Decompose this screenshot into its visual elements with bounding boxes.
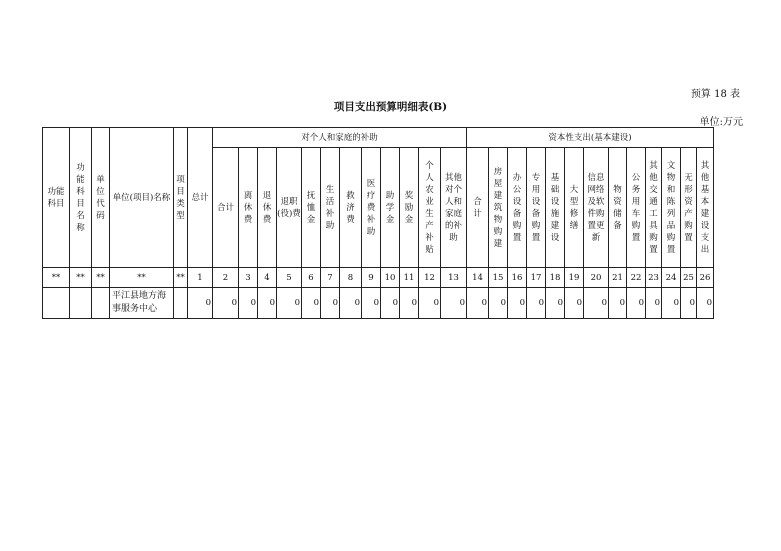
- value-cell: 0: [441, 288, 467, 319]
- index-number: 10: [381, 268, 400, 288]
- col-personal-4: 退职(役)费: [277, 148, 302, 268]
- col-personal-6: 生活补助: [321, 148, 340, 268]
- col-func-code: 功能科目: [43, 128, 70, 268]
- func-name-cell: [70, 288, 92, 319]
- value-cell: 0: [400, 288, 419, 319]
- table-row: [43, 288, 714, 319]
- value-cell: 0: [467, 288, 489, 319]
- col-capital-6: 大型修缮: [565, 148, 584, 268]
- index-number: 21: [609, 268, 627, 288]
- col-project-type: 项目类型: [174, 128, 188, 268]
- value-cell: 0: [584, 288, 609, 319]
- index-number: 16: [508, 268, 527, 288]
- col-capital-1: 合计: [467, 148, 489, 268]
- value-cell: 0: [662, 288, 681, 319]
- value-cell: 0: [627, 288, 646, 319]
- value-cell: 0: [188, 288, 213, 319]
- col-capital-9: 公务用车购置: [627, 148, 646, 268]
- col-personal-9: 助学金: [381, 148, 400, 268]
- index-number: 15: [489, 268, 508, 288]
- col-capital-13: 其他基本建设支出: [697, 148, 714, 268]
- index-number: 22: [627, 268, 646, 288]
- col-unit-code: 单位代码: [92, 128, 110, 268]
- unit-code-cell: [92, 288, 110, 319]
- index-number: 6: [302, 268, 321, 288]
- value-cell: 0: [489, 288, 508, 319]
- col-personal-2: 离休费: [239, 148, 258, 268]
- value-cell: 0: [527, 288, 546, 319]
- index-code: **: [92, 268, 110, 288]
- value-cell: 0: [239, 288, 258, 319]
- value-cell: 0: [302, 288, 321, 319]
- page-title: 项目支出预算明细表(B): [333, 101, 448, 113]
- index-number: 25: [681, 268, 697, 288]
- col-personal-8: 医疗费补助: [362, 148, 381, 268]
- unit-name-cell: 平江县地方海事服务中心: [110, 288, 174, 319]
- budget-table: [42, 127, 714, 319]
- index-number: 19: [565, 268, 584, 288]
- value-cell: 0: [340, 288, 362, 319]
- value-cell: 0: [381, 288, 400, 319]
- col-capital-11: 文物和陈列品购置: [662, 148, 681, 268]
- index-number: 2: [213, 268, 239, 288]
- index-number: 14: [467, 268, 489, 288]
- col-total: 总计: [188, 128, 213, 268]
- index-number: 9: [362, 268, 381, 288]
- col-personal-12: 其他对个人和家庭的补助: [441, 148, 467, 268]
- group-personal: 对个人和家庭的补助: [213, 128, 467, 148]
- group-capital: 资本性支出(基本建设): [467, 128, 714, 148]
- col-unit-name: 单位(项目)名称: [110, 128, 174, 268]
- index-number: 4: [258, 268, 277, 288]
- col-personal-5: 抚恤金: [302, 148, 321, 268]
- col-personal-3: 退休费: [258, 148, 277, 268]
- index-number: 26: [697, 268, 714, 288]
- col-personal-7: 救济费: [340, 148, 362, 268]
- col-personal-10: 奖励金: [400, 148, 419, 268]
- col-capital-3: 办公设备购置: [508, 148, 527, 268]
- value-cell: 0: [321, 288, 340, 319]
- func-code-cell: [43, 288, 70, 319]
- col-capital-7: 信息网络及软件购置更新: [584, 148, 609, 268]
- index-number: 23: [646, 268, 662, 288]
- index-code: **: [43, 268, 70, 288]
- index-number: 1: [188, 268, 213, 288]
- unit-label: 单位:万元: [699, 117, 743, 128]
- col-capital-8: 物资储备: [609, 148, 627, 268]
- col-func-name: 功能科目名称: [70, 128, 92, 268]
- index-code: **: [70, 268, 92, 288]
- index-code: **: [110, 268, 174, 288]
- value-cell: 0: [697, 288, 714, 319]
- col-capital-12: 无形资产购置: [681, 148, 697, 268]
- index-number: 11: [400, 268, 419, 288]
- index-number: 13: [441, 268, 467, 288]
- value-cell: 0: [646, 288, 662, 319]
- value-cell: 0: [565, 288, 584, 319]
- value-cell: 0: [508, 288, 527, 319]
- index-row: [43, 268, 714, 288]
- col-capital-5: 基础设施建设: [546, 148, 565, 268]
- table-number: 预算 18 表: [690, 89, 740, 100]
- value-cell: 0: [213, 288, 239, 319]
- col-capital-4: 专用设备购置: [527, 148, 546, 268]
- col-personal-11: 个人农业生产补贴: [419, 148, 441, 268]
- col-capital-2: 房屋建筑物购建: [489, 148, 508, 268]
- value-cell: 0: [277, 288, 302, 319]
- index-code: **: [174, 268, 188, 288]
- group-header-row: [43, 128, 714, 148]
- index-number: 12: [419, 268, 441, 288]
- value-cell: 0: [681, 288, 697, 319]
- index-number: 18: [546, 268, 565, 288]
- index-number: 3: [239, 268, 258, 288]
- index-number: 5: [277, 268, 302, 288]
- index-number: 7: [321, 268, 340, 288]
- col-capital-10: 其他交通工具购置: [646, 148, 662, 268]
- project-type-cell: [174, 288, 188, 319]
- col-personal-1: 合计: [213, 148, 239, 268]
- value-cell: 0: [609, 288, 627, 319]
- index-number: 20: [584, 268, 609, 288]
- value-cell: 0: [362, 288, 381, 319]
- index-number: 8: [340, 268, 362, 288]
- value-cell: 0: [546, 288, 565, 319]
- value-cell: 0: [419, 288, 441, 319]
- index-number: 24: [662, 268, 681, 288]
- value-cell: 0: [258, 288, 277, 319]
- index-number: 17: [527, 268, 546, 288]
